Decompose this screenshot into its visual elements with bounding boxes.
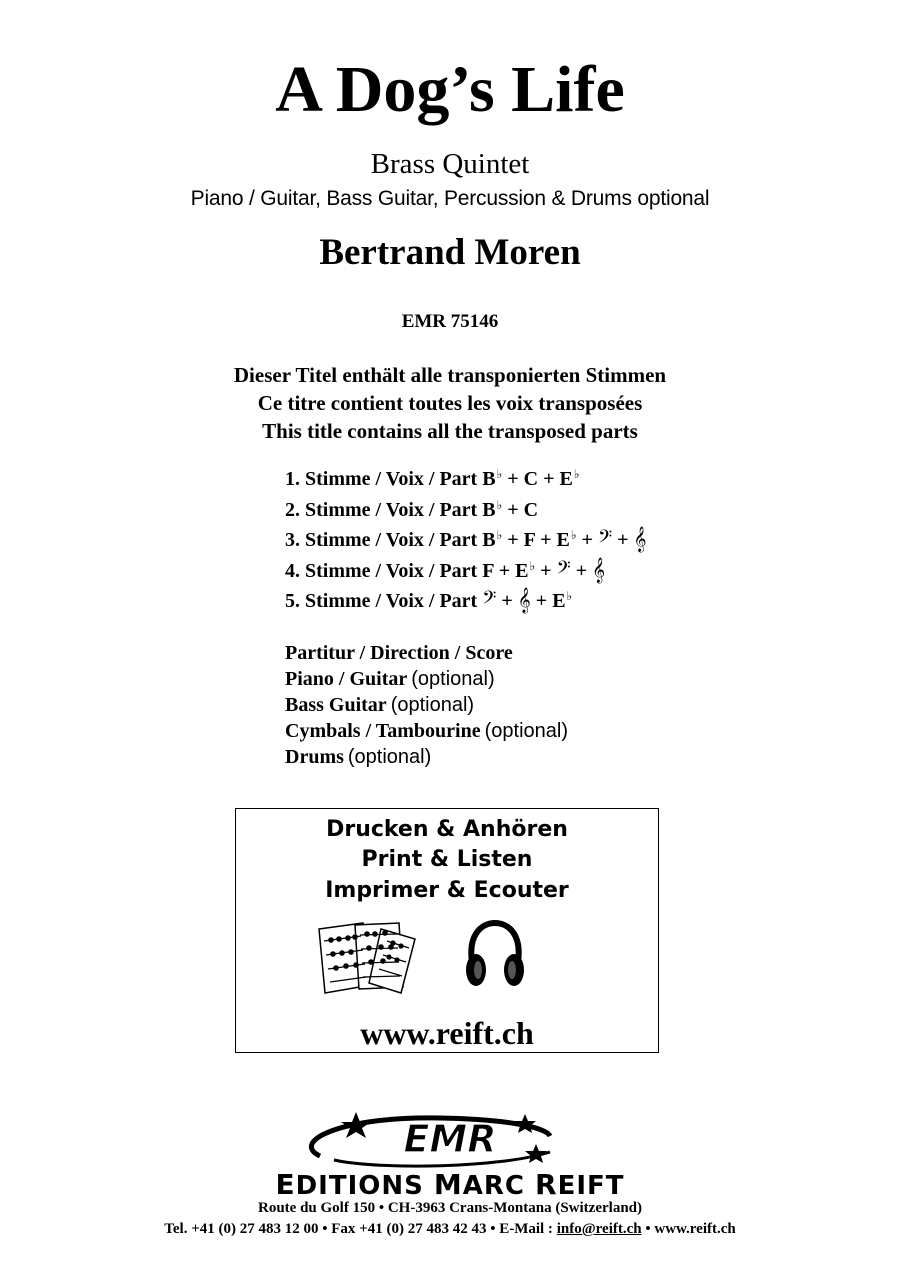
part-line: 4. Stimme / Voix / Part F + E♭ + 𝄢 + 𝄞	[285, 557, 606, 583]
part-line: 3. Stimme / Voix / Part B♭ + F + E♭ + 𝄢 + 𝄞	[285, 527, 647, 552]
part-line: 5. Stimme / Voix / Part 𝄢 + 𝄞 + E♭	[285, 588, 573, 613]
part-key: C	[523, 498, 539, 521]
promo-line-en: Print & Listen	[361, 847, 533, 872]
promo-line-fr: Imprimer & Ecouter	[325, 878, 569, 903]
publisher-name: EDITIONS MARC REIFT	[275, 1168, 625, 1201]
part-line: 2. Stimme / Voix / Part B♭ + C	[285, 497, 539, 521]
email-link[interactable]: info@reift.ch	[556, 1221, 642, 1237]
score-item-name: Drums	[285, 746, 344, 768]
part-key: B♭	[482, 467, 503, 490]
transposed-note	[0, 361, 900, 445]
score-item-name: Piano / Guitar	[285, 668, 408, 690]
part-label: 1. Stimme / Voix / Part	[285, 468, 478, 490]
part-key: 𝄢	[556, 557, 571, 583]
catalog-number: EMR 75146	[401, 311, 499, 332]
part-key: 𝄞	[592, 557, 606, 583]
svg-text:EMR: EMR	[403, 1117, 497, 1161]
score-item-note: (optional)	[411, 668, 495, 690]
part-key: F	[482, 559, 494, 582]
part-key: C	[523, 468, 539, 490]
contact-suffix: • www.reift.ch	[641, 1221, 736, 1237]
part-key: E♭	[559, 467, 580, 490]
score-item	[285, 640, 568, 666]
part-line: 1. Stimme / Voix / Part B♭ + C + E♭	[285, 467, 580, 490]
part-key: E♭	[556, 528, 577, 551]
contact-prefix: Tel. +41 (0) 27 483 12 00 • Fax +41 (0) 27 483 42 43 • E-Mail :	[164, 1221, 557, 1237]
publisher-contact	[0, 1219, 900, 1239]
subtitle: Brass Quintet	[370, 148, 530, 180]
score-item	[285, 718, 568, 744]
score-item-note: (optional)	[390, 694, 475, 716]
part-label: 3. Stimme / Voix / Part	[285, 529, 478, 551]
part-key: E♭	[552, 589, 573, 612]
score-item-note: (optional)	[347, 746, 432, 768]
publisher-address: Route du Golf 150 • CH-3963 Crans-Montana (Switzerland)	[258, 1200, 642, 1216]
sheet-music-icon	[311, 919, 421, 995]
parts-list	[285, 460, 647, 613]
part-key: F	[523, 529, 536, 551]
score-item	[285, 744, 568, 770]
score-item	[285, 666, 568, 692]
score-list	[285, 640, 568, 770]
transposed-note-en: This title contains all the transposed parts	[262, 419, 638, 443]
transposed-note-fr: Ce titre contient toutes les voix transposées	[257, 391, 643, 415]
score-item-name: Partitur / Direction / Score	[285, 642, 513, 664]
part-key: E♭	[515, 558, 536, 582]
title: A Dog’s Life	[275, 53, 625, 126]
part-label: 2. Stimme / Voix / Part	[285, 498, 478, 521]
score-item	[285, 692, 568, 718]
part-key: 𝄢	[482, 588, 497, 613]
promo-line-de: Drucken & Anhören	[326, 817, 568, 842]
part-key: 𝄢	[597, 527, 613, 552]
transposed-note-de: Dieser Titel enthält alle transponierten Stimmen	[233, 363, 667, 387]
print-listen-box	[235, 808, 659, 1053]
part-key: 𝄞	[633, 527, 647, 552]
part-label: 5. Stimme / Voix / Part	[285, 590, 478, 612]
emr-logo	[300, 1108, 600, 1174]
part-key: B♭	[482, 528, 503, 551]
instrumentation: Piano / Guitar, Bass Guitar, Percussion & Drums optional	[190, 187, 710, 210]
score-item-name: Cymbals / Tambourine	[285, 720, 481, 742]
headphones-icon	[464, 920, 526, 990]
promo-url[interactable]: www.reift.ch	[360, 1015, 534, 1051]
part-label: 4. Stimme / Voix / Part	[285, 559, 478, 582]
part-key: 𝄞	[517, 588, 531, 613]
composer: Bertrand Moren	[319, 232, 581, 273]
score-item-name: Bass Guitar	[285, 694, 387, 716]
score-item-note: (optional)	[484, 720, 568, 742]
part-key: B♭	[482, 497, 503, 521]
